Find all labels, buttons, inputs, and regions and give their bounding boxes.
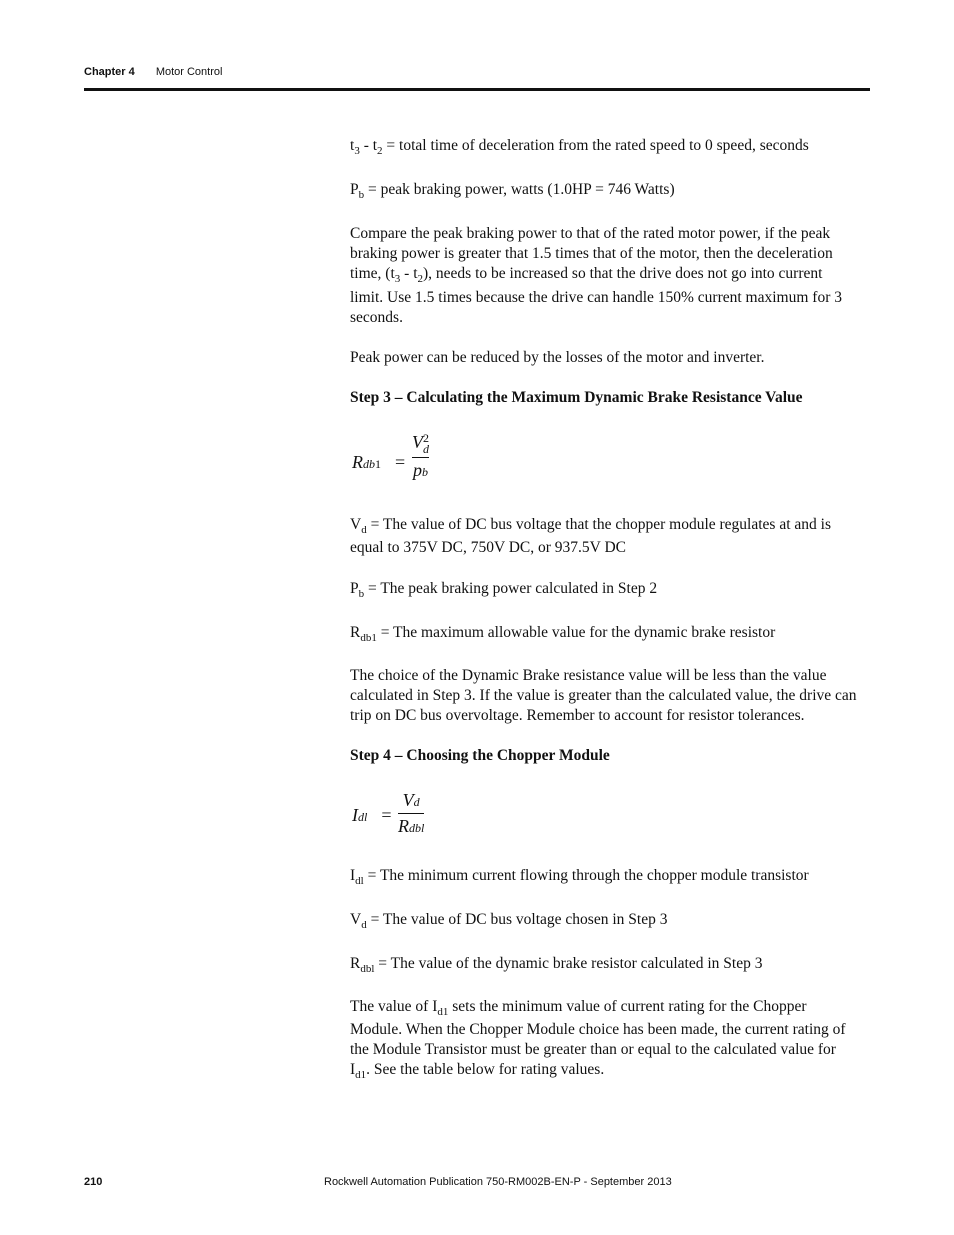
equation-rdb1-lhs: Rdb1 =	[352, 452, 406, 472]
step3-heading: Step 3 – Calculating the Maximum Dynamic Brake Resistance Value	[350, 389, 803, 406]
definition-idl: $I_{dl}$ = The minimum current flowing through the chopper module transistor	[350, 867, 809, 887]
choice-paragraph: The choice of the Dynamic Brake resistance value will be less than the value calculated in Step 3. If the value is greater than the calculated value, the drive can trip on DC bus overvoltage. Remember to account for resistor tolerances.	[350, 667, 857, 724]
equation-idl-fraction: Vd Rdbl	[398, 790, 425, 836]
chapter-label: Chapter 4	[84, 66, 135, 78]
definition-pb-step2: $P_b$ = The peak braking power calculated in Step 2	[350, 580, 658, 600]
equation-rdb1-fraction: V 2 d pb	[412, 430, 429, 480]
final-paragraph: The value of $I_{d1}$ sets the minimum value of current rating for the Chopper Module. When the Chopper Module choice has been made, the current rating of the Module Transistor must be greater than or equal to the calculated value for $I_{d1}$. See the table below for rating values.	[350, 998, 846, 1081]
header-rule	[84, 88, 870, 91]
definition-t3-t2: $t_3 - t_2$ = total time of deceleration from the rated speed to 0 speed, seconds	[350, 137, 809, 157]
definition-rdbl: $R_{dbl}$ = The value of the dynamic brake resistor calculated in Step 3	[350, 955, 763, 975]
page-number: 210	[84, 1176, 103, 1188]
chapter-title: Motor Control	[155, 66, 223, 78]
definition-rdb1: $R_{db1}$ = The maximum allowable value for the dynamic brake resistor	[350, 624, 776, 644]
publication-footer: Rockwell Automation Publication 750-RM002B-EN-P - September 2013	[324, 1176, 672, 1188]
equation-idl-lhs: Idl =	[352, 805, 392, 825]
compare-paragraph: Compare the peak braking power to that of the rated motor power, if the peak braking power is greater that 1.5 times that of the motor, then the deceleration time, $(t_3 - t_2)$, needs to be increased so that the drive does not go into current limit. Use 1.5 times because the drive can handle 150% current maximum for 3 seconds.	[350, 225, 842, 326]
definition-pb: $P_b$ = peak braking power, watts (1.0HP = 746 Watts)	[350, 181, 675, 201]
running-header	[84, 66, 222, 78]
step4-heading: Step 4 – Choosing the Chopper Module	[350, 747, 610, 764]
definition-vd-step3: $V_d$ = The value of DC bus voltage chosen in Step 3	[350, 911, 668, 931]
definition-vd: $V_d$ = The value of DC bus voltage that the chopper module regulates at and is equal to 375V DC, 750V DC, or 937.5V DC	[350, 516, 831, 556]
peak-power-paragraph: Peak power can be reduced by the losses of the motor and inverter.	[350, 349, 765, 366]
